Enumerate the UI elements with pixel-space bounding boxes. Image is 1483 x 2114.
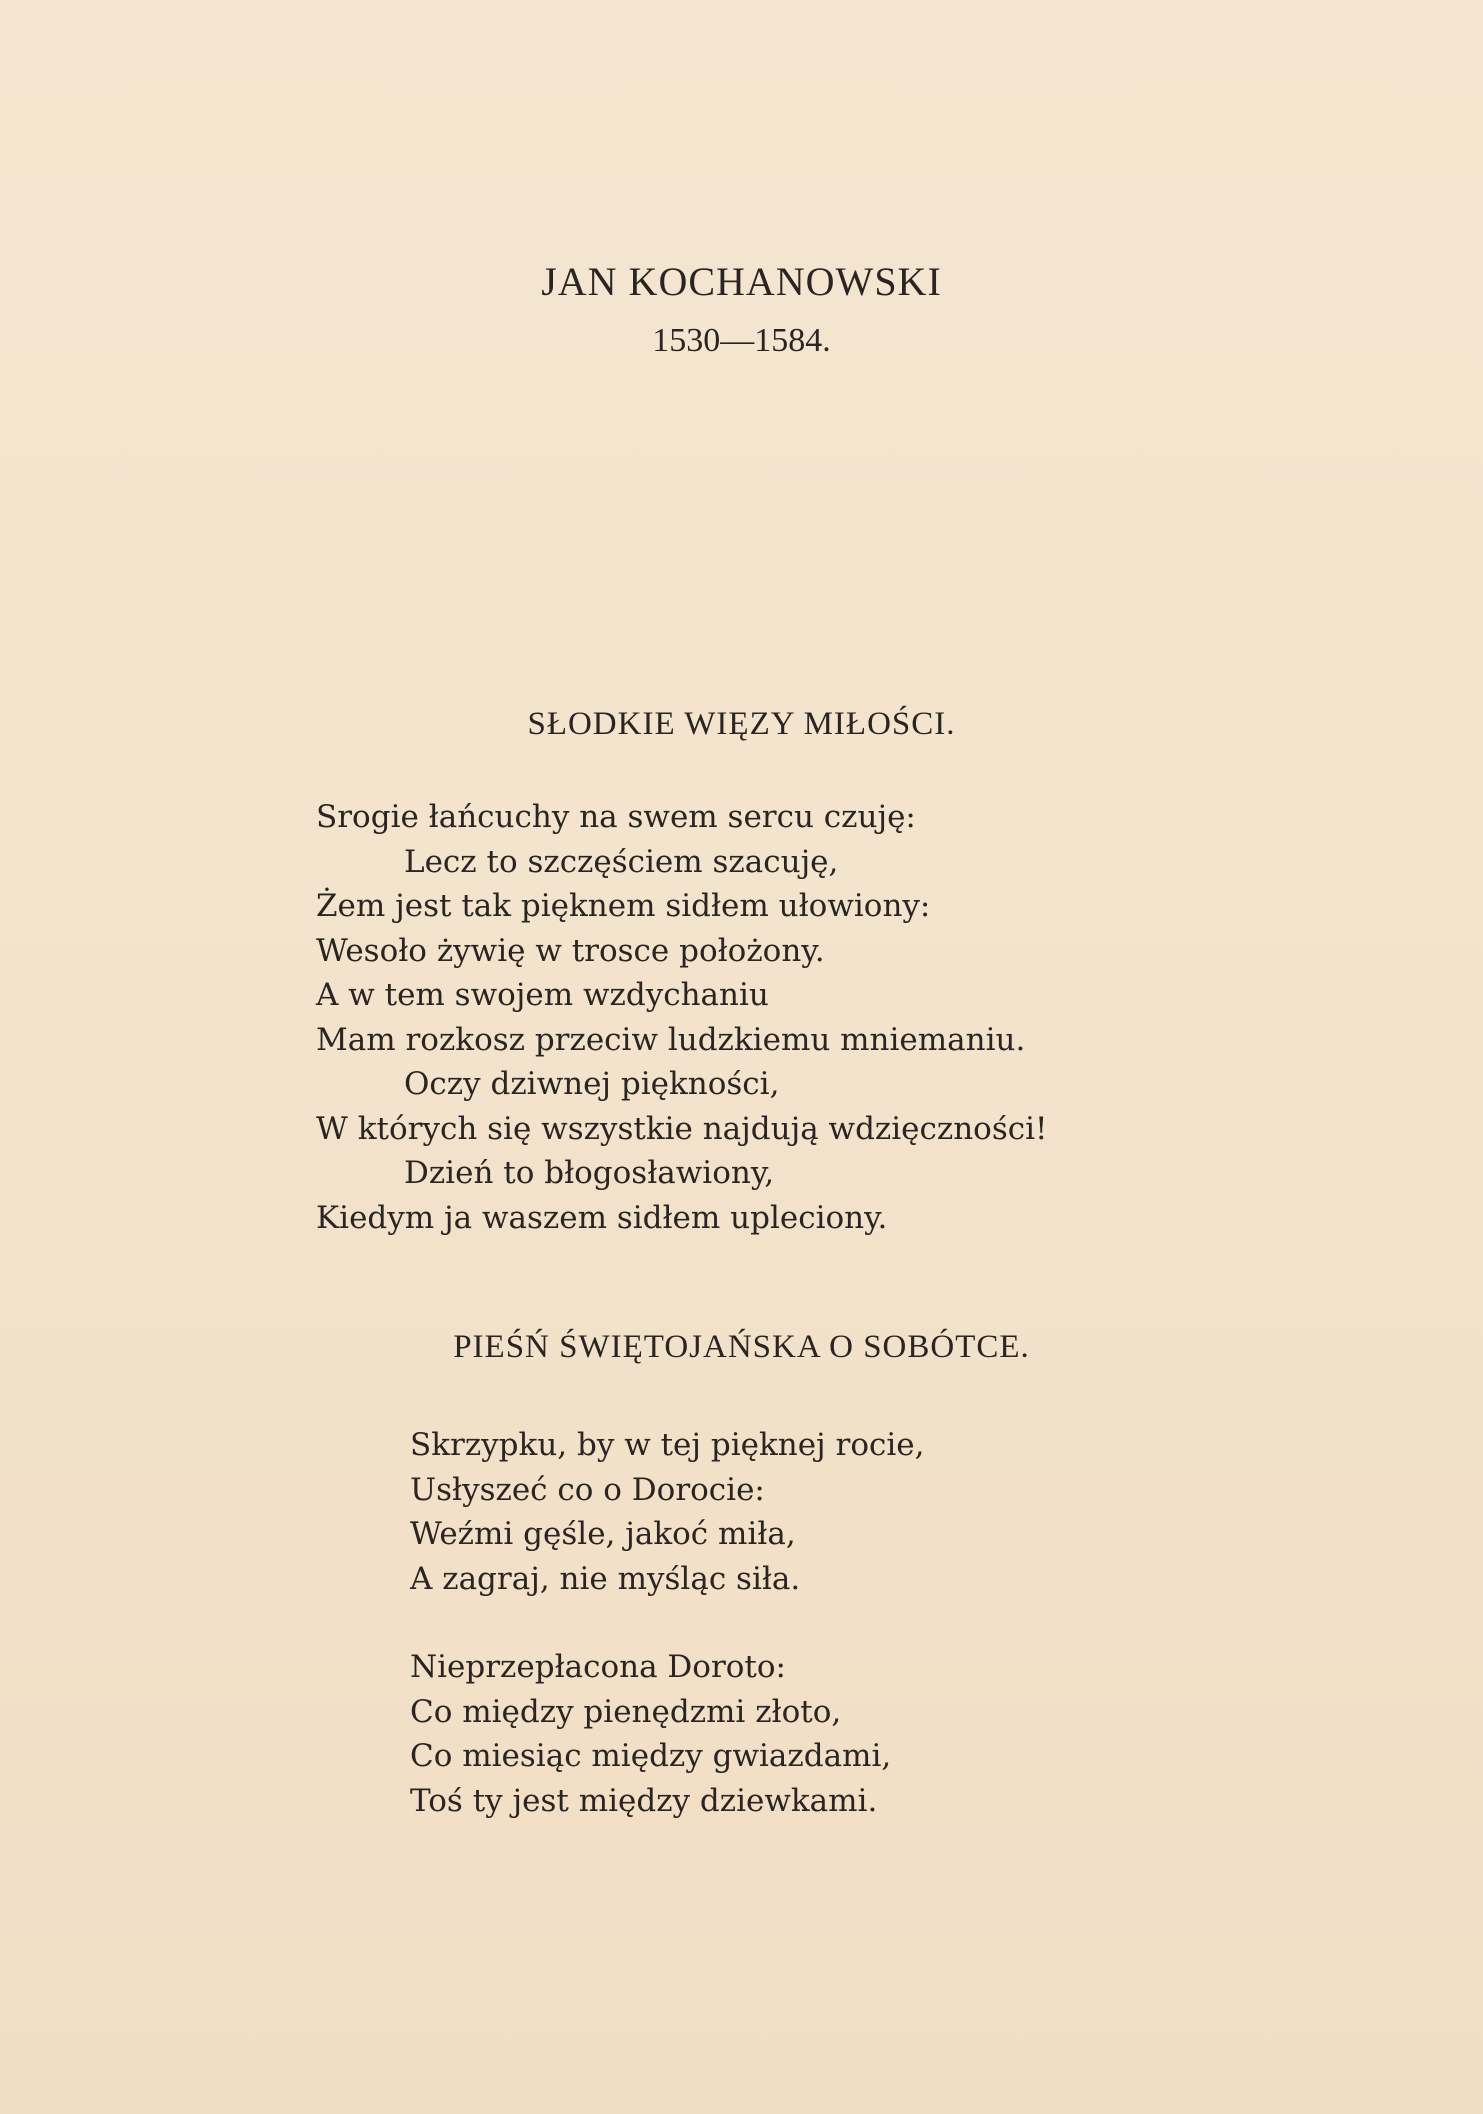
verse-line: Dzień to błogosławiony, bbox=[404, 1155, 775, 1191]
stanza bbox=[316, 795, 1047, 1240]
verse-line: Kiedym ja waszem sidłem upleciony. bbox=[316, 1199, 888, 1236]
verse-line: Skrzypku, by w tej pięknej rocie, bbox=[410, 1427, 925, 1463]
verse-line: W których się wszystkie najdują wdzięczności! bbox=[316, 1110, 1048, 1147]
verse-line: A zagraj, nie myśląc siła. bbox=[410, 1560, 801, 1597]
verse-line: Lecz to szczęściem szacuję, bbox=[404, 843, 839, 880]
verse-line: Wesoło żywię w trosce położony. bbox=[316, 932, 825, 969]
verse-line: Usłyszeć co o Dorocie: bbox=[410, 1471, 765, 1508]
verse-line: Nieprzepłacona Doroto: bbox=[410, 1649, 786, 1685]
verse-line: A w tem swojem wzdychaniu bbox=[316, 977, 769, 1013]
stanza bbox=[410, 1645, 891, 1823]
verse-line: Toś ty jest między dziewkami. bbox=[410, 1782, 878, 1819]
verse-line: Co miesiąc między gwiazdami, bbox=[410, 1738, 892, 1774]
verse-line: Weźmi gęśle, jakoć miła, bbox=[410, 1516, 796, 1552]
author-dates: 1530—1584. bbox=[652, 322, 831, 359]
poem-title: SŁODKIE WIĘZY MIŁOŚCI. bbox=[527, 706, 956, 742]
verse-line: Srogie łańcuchy na swem sercu czuję: bbox=[316, 799, 916, 835]
author-name: JAN KOCHANOWSKI bbox=[541, 259, 942, 304]
poem-title: PIEŚŃ ŚWIĘTOJAŃSKA O SOBÓTCE. bbox=[453, 1329, 1030, 1365]
verse-line: Co między pienędzmi złoto, bbox=[410, 1693, 842, 1730]
stanza bbox=[410, 1423, 924, 1601]
verse-line: Mam rozkosz przeciw ludzkiemu mniemaniu. bbox=[316, 1021, 1026, 1058]
verse-line: Żem jest tak pięknem sidłem ułowiony: bbox=[316, 888, 931, 924]
verse-line: Oczy dziwnej piękności, bbox=[404, 1066, 780, 1102]
